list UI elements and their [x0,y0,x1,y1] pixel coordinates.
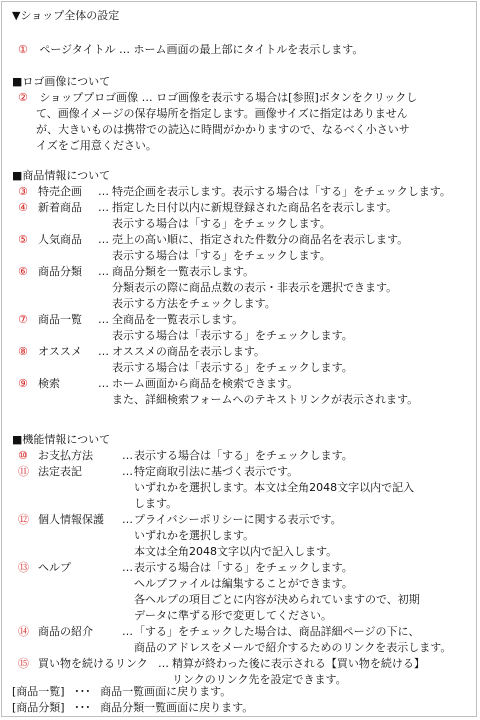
item-description: 商品のアドレスをメールで紹介するためのリンクを表示します。 [134,641,452,654]
item-description: ヘルプファイルは編集することができます。 [134,577,353,590]
item-description: します。 [134,497,178,510]
item-description: 表示する場合は「する」をチェックします。 [112,249,331,262]
item-number: ② [18,91,28,104]
item-description: プライバシーポリシーに関する表示です。 [134,513,342,526]
item-number: ⑤ [18,233,28,246]
function-section-heading: ■機能情報について [12,433,111,446]
logo-section-heading: ■ロゴ画像について [12,75,111,88]
item-number: ③ [18,185,28,198]
logo-line: イズをご用意ください。 [36,139,157,152]
item-description: いずれかを選択します。 [134,529,255,542]
item-description: 分類表示の際に商品点数の表示・非表示を選択できます。 [112,281,398,294]
footer-note-text: 商品一覧画面に戻ります。 [100,685,232,698]
item-label: オススメ [38,345,82,358]
shop-settings-header: ▼ショップ全体の設定 [12,9,120,22]
item-number: ⑪ [18,465,29,478]
footer-note-product-category [12,700,253,716]
item-description: 売上の高い順に、指定された件数分の商品名を表示します。 [112,233,409,246]
item-description: 表示する場合は「する」をチェックします。 [112,217,331,230]
item-description: 「する」をチェックした場合は、商品詳細ページの下に、 [134,625,420,638]
item-number: ⑬ [18,561,29,574]
item-separator: … [122,465,133,478]
item-label: 商品分類 [38,265,82,278]
item-separator: … [122,449,133,462]
item-label: 新着商品 [38,201,82,214]
item-separator: … [98,265,109,278]
item-label: 個人情報保護 [38,513,104,526]
item-description: 特定商取引法に基づく表示です。 [134,465,299,478]
item-separator: … [98,185,109,198]
footer-note-label: [商品一覧] [12,685,65,698]
logo-line: て、画像イメージの保存場所を指定します。画像サイズに指定はありません [36,107,408,120]
item-separator: … [98,345,109,358]
item-label: 商品一覧 [38,313,82,326]
item-description: 表示する方法をチェックします。 [112,297,276,310]
item-separator: … [158,657,169,670]
item-number: ④ [18,201,28,214]
item-description: 全商品を一覧表示します。 [112,313,244,326]
item-description: オススメの商品を表示します。 [112,345,266,358]
footer-note-sep: ･･･ [74,685,91,698]
item-description: 指定した日付以内に新規登録された商品名を表示します。 [112,201,398,214]
item-number: ⑨ [18,377,28,390]
page-title-item [18,42,363,58]
footer-note-text: 商品分類一覧画面に戻ります。 [100,701,254,714]
item-description: 商品分類を一覧表示します。 [112,265,255,278]
item-label: 買い物を続けるリンク [38,657,148,670]
footer-note-label: [商品分類] [12,701,65,714]
item-description: 表示する場合は「表示する」をチェックします。 [112,361,353,374]
item-number: ① [18,43,28,56]
item-description: ホーム画面から商品を検索できます。 [112,377,299,390]
logo-line: が、大きいものは携帯での読込に時間がかかりますので、なるべく小さいサ [36,123,410,136]
item-label: 検索 [38,377,60,390]
item-number: ⑫ [18,513,29,526]
item-label: 法定表記 [38,465,82,478]
item-number: ⑦ [18,313,28,326]
item-description: 本文は全角2048文字以内で記入します。 [134,545,338,558]
item-description: いずれかを選択します。本文は全角2048文字以内で記入 [134,481,415,494]
item-description: 表示する場合は「する」をチェックします。 [134,449,353,462]
item-separator: … [122,513,133,526]
item-label: お支払方法 [38,449,93,462]
item-number: ⑭ [18,625,29,638]
item-number: ⑥ [18,265,28,278]
item-separator: … [98,233,109,246]
item-separator: … [122,625,133,638]
product-section-heading: ■商品情報について [12,169,111,182]
logo-line: ショッププロゴ画像 … ロゴ画像を表示する場合は[参照]ボタンをクリックし [39,91,418,104]
footer-note-product-list [12,684,231,700]
footer-note-sep: ･･･ [74,701,91,714]
item-number: ⑧ [18,345,28,358]
item-description: 表示する場合は「する」をチェックします。 [134,561,353,574]
item-label: 商品の紹介 [38,625,93,638]
item-description: 精算が終わった後に表示される【買い物を続ける】 [172,657,425,670]
item-description: 各ヘルプの項目ごとに内容が決められていますので、初期 [134,593,420,606]
item-description: また、詳細検索フォームへのテキストリンクが表示されます。 [112,393,419,406]
item-label: ヘルプ [38,561,71,574]
item-label: 人気商品 [38,233,82,246]
item-number: ⑩ [18,449,28,462]
item-separator: … [98,377,109,390]
item-description: 特売企画を表示します。表示する場合は「する」をチェックします。 [112,185,451,198]
item-label: 特売企画 [38,185,82,198]
logo-item [18,90,417,106]
item-description: 表示する場合は「表示する」をチェックします。 [112,329,353,342]
item-description: リンクのリンク先を設定できます。 [172,673,347,686]
item-number: ⑮ [18,657,29,670]
item-description: データに準ずる形で変更してください。 [134,609,332,622]
item-separator: … [98,201,109,214]
item-text: ページタイトル … ホーム画面の最上部にタイトルを表示します。 [39,43,364,56]
item-separator: … [98,313,109,326]
item-separator: … [122,561,133,574]
